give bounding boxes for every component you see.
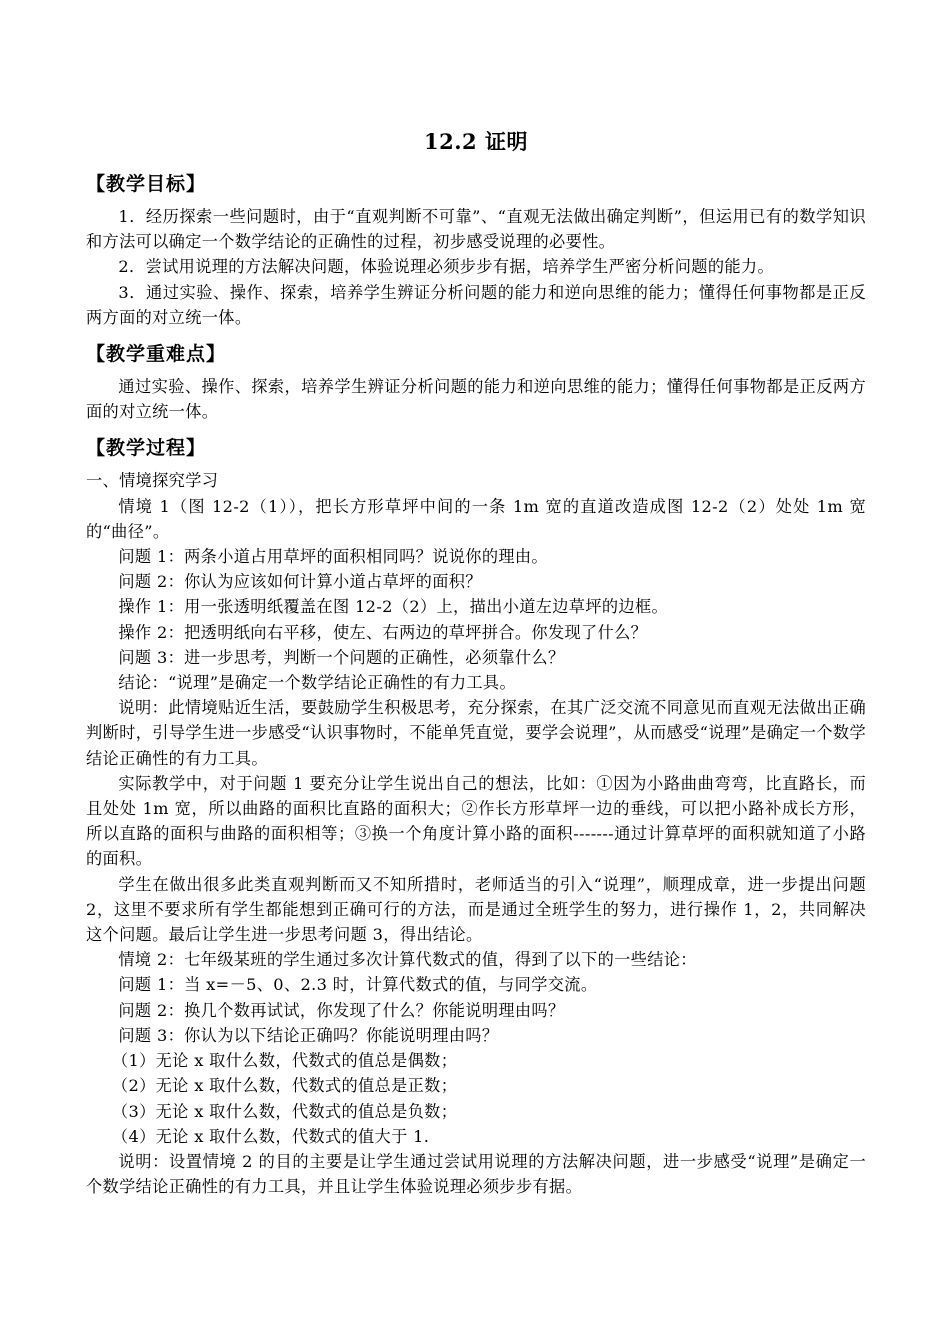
process-paragraph: 说明：此情境贴近生活，要鼓励学生积极思考，充分探索，在其广泛交流不同意见而直观无法做出正确判断时，引导学生进一步感受“认识事物时，不能单凭直觉，要学会说理”，从而感受“说理”是确定一个数学结论正确性的有力工具。 (86, 698, 866, 768)
process-paragraph: 操作 2：把透明纸向右平移，使左、右两边的草坪拼合。你发现了什么？ (118, 622, 648, 642)
process-paragraph: 结论：“说理”是确定一个数学结论正确性的有力工具。 (118, 673, 517, 693)
objectives-heading: 【教学目标】 (86, 173, 207, 195)
process-list-item: （1）无论 x 取什么数，代数式的值总是偶数； (111, 1051, 458, 1071)
process-paragraph: 情境 1（图 12-2（1）），把长方形草坪中间的一条 1m 宽的直道改造成图 12-2（2）处处 1m 宽的“曲径”。 (86, 496, 866, 541)
objective-item: 2．尝试用说理的方法解决问题，体验说理必须步步有据，培养学生严密分析问题的能力。 (118, 257, 774, 277)
process-paragraph: 问题 1：两条小道占用草坪的面积相同吗？说说你的理由。 (118, 547, 548, 567)
key-points-text: 通过实验、操作、探索，培养学生辨证分析问题的能力和逆向思维的能力；懂得任何事物都是正反两方面的对立统一体。 (86, 377, 866, 422)
process-list-item: （3）无论 x 取什么数，代数式的值总是负数； (111, 1101, 458, 1121)
process-paragraph: 问题 2：换几个数再试试，你发现了什么？你能说明理由吗？ (118, 1000, 565, 1020)
document-page (86, 120, 866, 1199)
process-paragraph: 操作 1：用一张透明纸覆盖在图 12-2（2）上，描出小道左边草坪的边框。 (118, 597, 669, 617)
process-paragraph: 问题 3：进一步思考，判断一个问题的正确性，必须靠什么？ (118, 647, 565, 667)
process-paragraph: 学生在做出很多此类直观判断而又不知所措时，老师适当的引入“说理”，顺理成章，进一步提出问题 2，这里不要求所有学生都能想到正确可行的方法，而是通过全班学生的努力，进行操作 1，2，共同解决这个问题。最后让学生进一步思考问题 3，得出结论。 (86, 874, 866, 945)
objective-item: 1．经历探索一些问题时，由于“直观判断不可靠”、“直观无法做出确定判断”，但运用已有的数学知识和方法可以确定一个数学结论的正确性的过程，初步感受说理的必要性。 (86, 207, 866, 252)
process-paragraph: 问题 2：你认为应该如何计算小道占草坪的面积？ (118, 572, 482, 592)
process-paragraph: 实际教学中，对于问题 1 要充分让学生说出自己的想法，比如：①因为小路曲曲弯弯，比直路长，而且处处 1m 宽，所以曲路的面积比直路的面积大；②作长方形草坪一边的垂线，可以把小路补成长方形，所以直路的面积与曲路的面积相等；③换一个角度计算小路的面积-------通过计算草坪的面积就知道了小路的面积。 (86, 773, 866, 869)
process-list-item: （2）无论 x 取什么数，代数式的值总是正数； (111, 1076, 458, 1096)
key-points-heading: 【教学重难点】 (86, 343, 227, 366)
process-subheading: 一、情境探究学习 (86, 471, 219, 491)
process-list-item: （4）无论 x 取什么数，代数式的值大于 1. (111, 1126, 430, 1146)
process-heading: 【教学过程】 (86, 437, 207, 460)
process-paragraph: 问题 3：你认为以下结论正确吗？你能说明理由吗？ (118, 1025, 499, 1045)
process-paragraph: 说明：设置情境 2 的目的主要是让学生通过尝试用说理的方法解决问题，进一步感受“说理”是确定一个数学结论正确性的有力工具，并且让学生体验说理必须步步有据。 (86, 1151, 866, 1197)
process-paragraph: 问题 1：当 x=－5、0、2.3 时，计算代数式的值，与同学交流。 (118, 975, 598, 995)
objective-item: 3．通过实验、操作、探索，培养学生辨证分析问题的能力和逆向思维的能力；懂得任何事物都是正反两方面的对立统一体。 (86, 282, 866, 327)
process-paragraph: 情境 2：七年级某班的学生通过多次计算代数式的值，得到了以下的一些结论： (118, 950, 697, 970)
document-title: 12.2 证明 (424, 129, 528, 154)
